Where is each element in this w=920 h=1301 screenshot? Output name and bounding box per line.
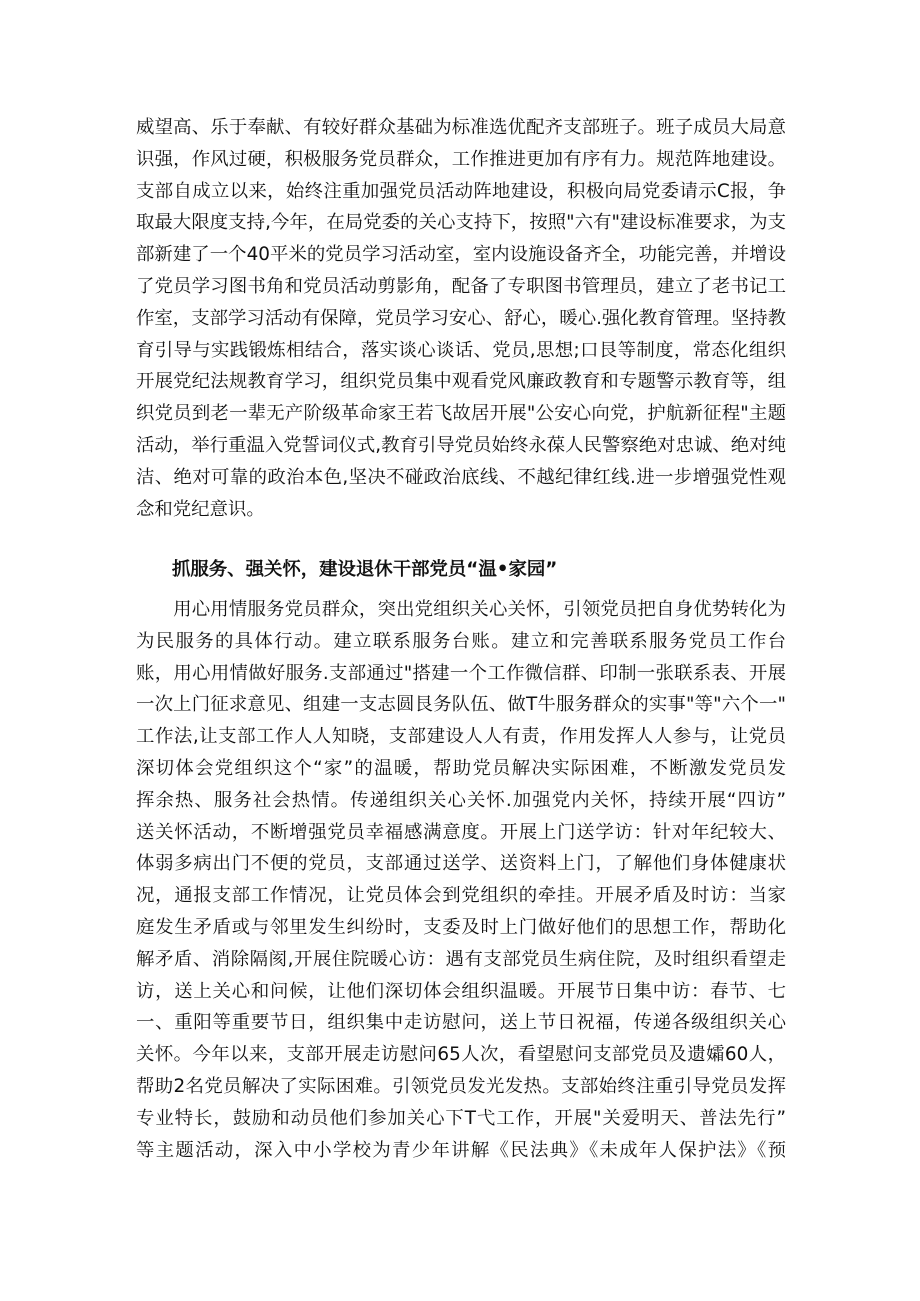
- text-line: 账，用心用情做好服务.支部通过"搭建一个工作微信群、印制一张联系表、开展: [136, 662, 786, 684]
- text-line: 念和党纪意识。: [136, 498, 265, 520]
- text-line: 取最大限度支持,今年，在局党委的关心支持下，按照"六有"建设标准要求，为支: [136, 212, 786, 234]
- text-line: 一次上门征求意见、组建一支志圆艮务队伍、做T牛服务群众的实事"等"六个一": [136, 694, 786, 716]
- paragraph-service-care: [136, 594, 786, 1166]
- text-line: 育引导与实践锻炼相结合，落实谈心谈话、党员,思想;口艮等制度，常态化组织: [136, 339, 786, 361]
- text-line: 关怀。今年以来，支部开展走访慰问65人次，看望慰问支部党员及遗孀60人，: [136, 1044, 786, 1066]
- text-line: 用心用情服务党员群众，突出党组织关心关怀，引领党员把自身优势转化为: [136, 599, 786, 620]
- text-line: 为民服务的具体行动。建立联系服务台账。建立和完善联系服务党员工作台: [136, 630, 786, 652]
- text-line: 况，通报支部工作情况，让党员体会到党组织的牵挂。开展矛盾及时访：当家: [136, 885, 786, 907]
- text-line: 支部自成立以来，始终注重加强党员活动阵地建设，积极向局党委请示C报，争: [136, 180, 786, 202]
- text-line: 工作法,让支部工作人人知晓，支部建设人人有责，作用发挥人人参与，让党员: [136, 726, 786, 748]
- text-line: 开展党纪法规教育学习，组织党员集中观看党风廉政教育和专题警示教育等，组: [136, 371, 786, 393]
- text-line: 织党员到老一辈无产阶级革命家王若飞故居开展"公安心向党，护航新征程"主题: [136, 403, 786, 425]
- text-line: 威望高、乐于奉献、有较好群众基础为标准选优配齐支部班子。班子成员大局意: [136, 117, 786, 138]
- text-line: 帮助2名党员解决了实际困难。引领党员发光发热。支部始终注重引导党员发挥: [136, 1075, 786, 1097]
- text-line: 送关怀活动，不断增强党员幸福感满意度。开展上门送学访：针对年纪较大、: [136, 821, 786, 843]
- text-line: 专业特长，鼓励和动员他们参加关心下T弋工作，开展"关爱明天、普法先行”: [136, 1107, 786, 1129]
- text-line: 庭发生矛盾或与邻里发生纠纷时，支委及时上门做好他们的思想工作，帮助化: [136, 916, 786, 938]
- text-line: 了党员学习图书角和党员活动剪影角，配备了专职图书管理员，建立了老书记工: [136, 275, 786, 297]
- text-line: 作室，支部学习活动有保障，党员学习安心、舒心，暖心.强化教育管理。坚持教: [136, 307, 786, 329]
- text-line: 深切体会党组织这个“家”的温暖，帮助党员解决实际困难，不断激发党员发: [136, 757, 786, 779]
- text-line: 等主题活动，深入中小学校为青少年讲解《民法典》《未成年人保护法》《预: [136, 1139, 786, 1161]
- text-line: 一、重阳等重要节日，组织集中走访慰问，送上节日祝福，传递各级组织关心: [136, 1012, 786, 1034]
- text-line: 体弱多病出门不便的党员，支部通过送学、送资料上门，了解他们身体健康状: [136, 853, 786, 875]
- text-line: 识强，作风过硬，积极服务党员群众，工作推进更加有序有力。规范阵地建设。: [136, 148, 786, 170]
- text-line: 洁、绝对可靠的政治本色,坚决不碰政治底线、不越纪律红线.进一步增强党性观: [136, 466, 786, 488]
- text-line: 部新建了一个40平米的党员学习活动室，室内设施设备齐全，功能完善，并增设: [136, 244, 786, 266]
- text-line: 活动，举行重温入党誓词仪式,教育引导党员始终永葆人民警察绝对忠诚、绝对纯: [136, 434, 786, 456]
- section-heading: 抓服务、强关怀，建设退休干部党员“温•家园”: [172, 559, 558, 580]
- paragraph-party-building: [136, 112, 786, 525]
- text-line: 挥余热、服务社会热情。传递组织关心关怀.加强党内关怀，持续开展“四访”: [136, 789, 786, 811]
- text-line: 解矛盾、消除隔阂,开展住院暖心访：遇有支部党员生病住院，及时组织看望走: [136, 948, 786, 970]
- text-line: 访，送上关心和问候，让他们深切体会组织温暖。开展节日集中访：春节、七: [136, 980, 786, 1002]
